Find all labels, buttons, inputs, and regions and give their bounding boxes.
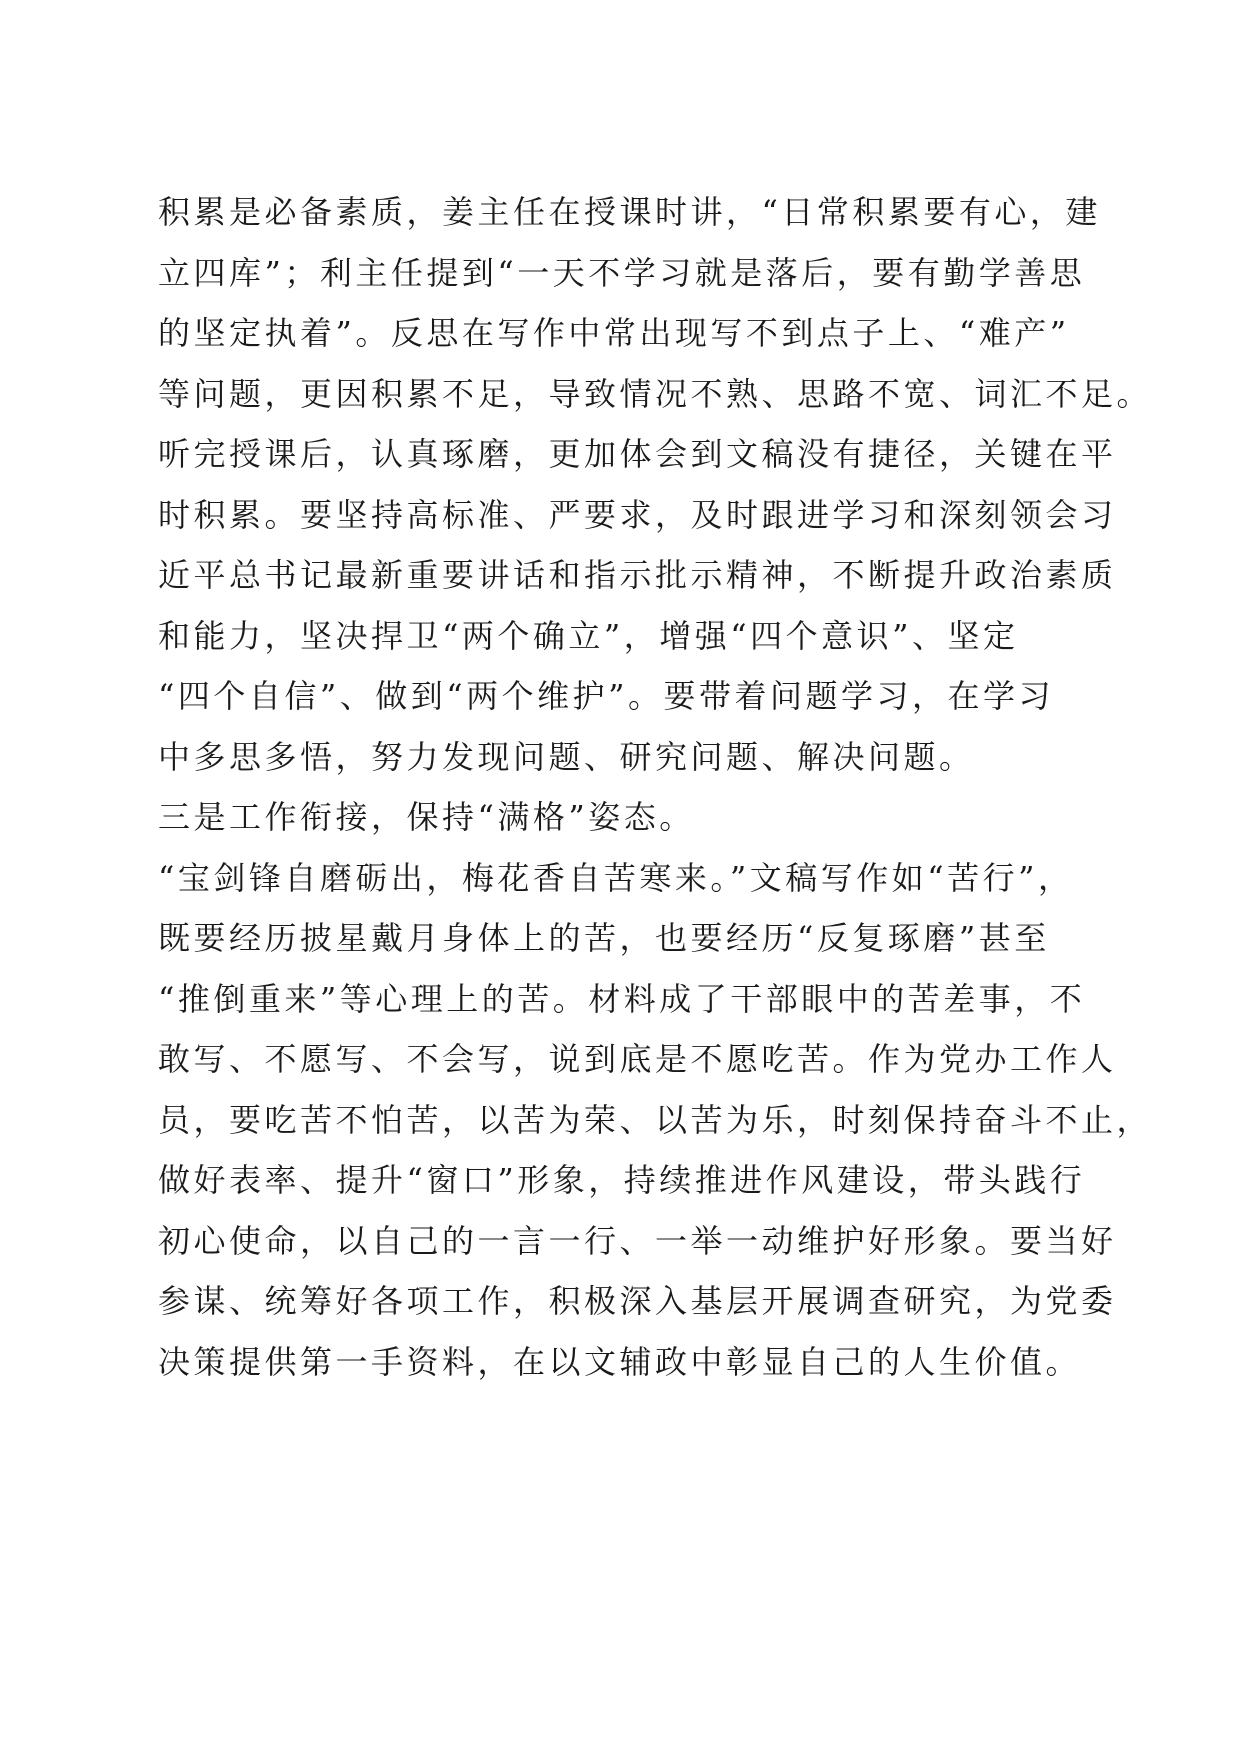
text-line: 做好表率、提升“窗口”形象，持续推进作风建设，带头践行 <box>158 1161 1086 1199</box>
text-line: 积累是必备素质，姜主任在授课时讲，“日常积累要有心，建 <box>158 193 1101 231</box>
section-heading: 三是工作衔接，保持“满格”姿态。 <box>158 798 695 836</box>
text-line: “推倒重来”等心理上的苦。材料成了干部眼中的苦差事，不 <box>158 979 1086 1018</box>
text-line: 既要经历披星戴月身体上的苦，也要经历“反复琢磨”甚至 <box>158 919 1050 957</box>
text-line: 立四库”；利主任提到“一天不学习就是落后，要有勤学善思 <box>158 253 1086 292</box>
text-line: 的坚定执着”。反思在写作中常出现写不到点子上、“难产” <box>158 314 1070 352</box>
text-line: 决策提供第一手资料，在以文辅政中彰显自己的人生价值。 <box>158 1342 1082 1381</box>
text-line: 近平总书记最新重要讲话和指示批示精神，不断提升政治素质 <box>158 556 1117 594</box>
text-line: “宝剑锋自磨砺出，梅花香自苦寒来。”文稿写作如“苦行”， <box>158 858 1074 897</box>
text-line: 时积累。要坚持高标准、严要求，及时跟进学习和深刻领会习 <box>158 495 1117 534</box>
text-line: 听完授课后，认真琢磨，更加体会到文稿没有捷径，关键在平 <box>158 435 1117 473</box>
text-line: “四个自信”、做到“两个维护”。要带着问题学习，在学习 <box>158 677 1054 715</box>
text-line: 中多思多悟，努力发现问题、研究问题、解决问题。 <box>158 737 975 776</box>
text-line: 初心使命，以自己的一言一行、一举一动维护好形象。要当好 <box>158 1221 1117 1260</box>
text-line: 和能力，坚决捍卫“两个确立”，增强“四个意识”、坚定 <box>158 616 1019 655</box>
text-line: 敢写、不愿写、不会写，说到底是不愿吃苦。作为党办工作人 <box>158 1040 1117 1078</box>
text-line: 参谋、统筹好各项工作，积极深入基层开展调查研究，为党委 <box>158 1282 1117 1320</box>
text-line: 等问题，更因积累不足，导致情况不熟、思路不宽、词汇不足。 <box>158 374 1153 413</box>
document-body <box>158 182 1153 1392</box>
text-line: 员，要吃苦不怕苦，以苦为荣、以苦为乐，时刻保持奋斗不止， <box>158 1100 1153 1139</box>
